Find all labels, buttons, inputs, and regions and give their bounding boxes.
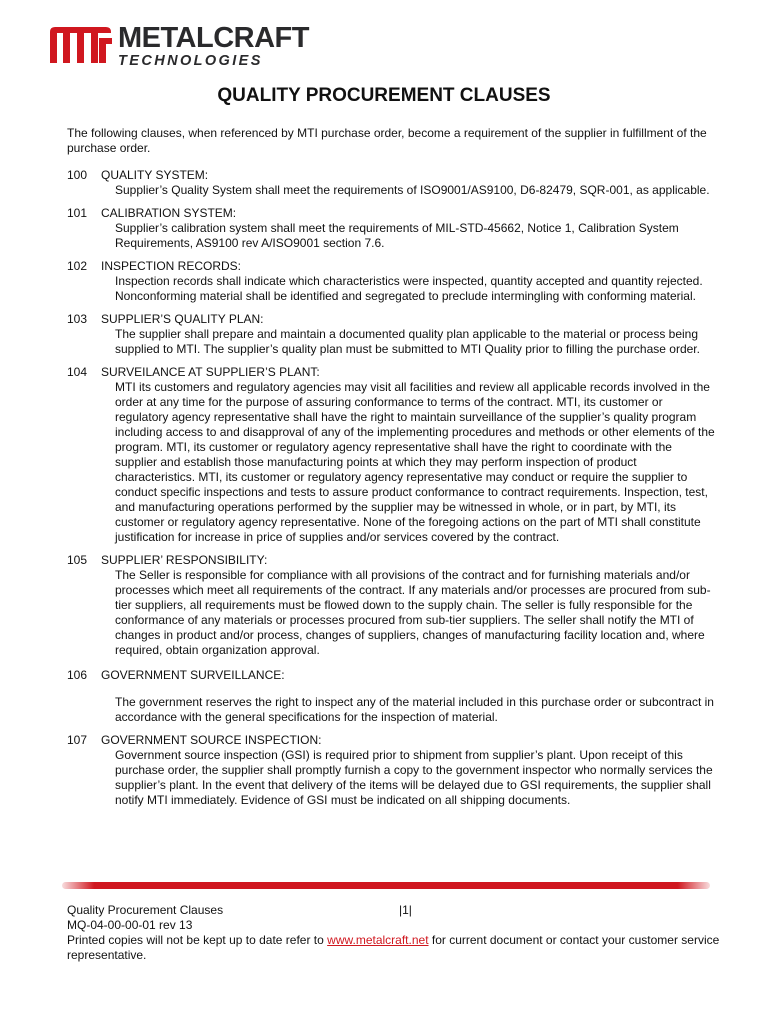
clause-heading: GOVERNMENT SOURCE INSPECTION: xyxy=(101,733,322,747)
page-footer xyxy=(67,903,727,963)
clause-heading: SURVEILANCE AT SUPPLIER’S PLANT: xyxy=(101,365,320,379)
footer-notice-start: Printed copies will not be kept up to date refer to xyxy=(67,933,328,947)
clause-body: The Seller is responsible for compliance with all provisions of the contract and for furnishing materials and/or processes which meet all requirements of the contract. If any materials and/or processes are procured from sub-tier suppliers, all requirements must be flowed down to the supply chain. The seller is fully responsible for the conformance of any materials or processes procured from sub-tier suppliers. The seller shall notify the MTI of changes in product and/or process, changes of suppliers, changes of manufacturing facility location and, where required, obtain organization approval. xyxy=(115,568,711,657)
clause-heading: INSPECTION RECORDS: xyxy=(101,259,242,273)
clause-number: 104 xyxy=(67,365,88,379)
footer-notice xyxy=(67,933,727,963)
footer-doc-name: Quality Procurement Clauses xyxy=(67,903,224,917)
clause-103 xyxy=(67,312,717,357)
document-title: QUALITY PROCUREMENT CLAUSES xyxy=(217,85,551,106)
company-logo xyxy=(48,24,309,70)
clause-104 xyxy=(67,365,717,545)
page-number: |1| xyxy=(399,903,412,917)
clause-106 xyxy=(67,668,717,725)
clause-body: The government reserves the right to inspect any of the material included in this purchase order or subcontract in accordance with the general specifications for the inspection of material. xyxy=(115,695,714,724)
clause-102 xyxy=(67,259,717,304)
footer-doc-number: MQ-04-00-00-01 rev 13 xyxy=(67,918,193,932)
metalcraft-website-link[interactable]: www.metalcraft.net xyxy=(327,933,429,947)
clause-body: MTI its customers and regulatory agencies may visit all facilities and review all applicable records involved in the order at any time for the purpose of assuring conformance to terms of the contract. MTI, its customer or regulatory agency representative shall have the right to maintain surveillance of the supplier’s quality program including access to and disapproval of any of the implementing procedures and methods or other elements of the program. MTI, its customer or regulatory agency representative shall have the right to coordinate with the supplier and establish those manufacturing points at which they may perform inspection of product characteristics. MTI, its customer or regulatory agency representative may conduct or require the supplier to conduct specific inspections and tests to assure product conformance to contract requirements. Inspection, test, and manufacturing operations performed by the supplier may be witnessed in whole, or in part, by MTI, its customer or regulatory agency representative. None of the foregoing actions on the part of MTI shall constitute justification for increase in price of supplies and/or services covered by the contract. xyxy=(115,380,715,544)
clause-body: Supplier’s Quality System shall meet the requirements of ISO9001/AS9100, D6-82479, SQR-001, as applicable. xyxy=(115,183,710,197)
clause-body: Government source inspection (GSI) is required prior to shipment from supplier’s plant. Upon receipt of this purchase order, the supplier shall promptly furnish a copy to the government inspector who normally services the supplier’s plant. In the event that delivery of the items will be delayed due to GSI requirements, the supplier shall notify MTI immediately. Evidence of GSI must be indicated on all shipping documents. xyxy=(115,748,713,807)
clause-100 xyxy=(67,168,717,198)
clause-105 xyxy=(67,553,717,658)
clause-number: 106 xyxy=(67,668,88,682)
clause-number: 105 xyxy=(67,553,88,567)
intro-paragraph: The following clauses, when referenced by MTI purchase order, become a requirement of the supplier in fulfillment of the purchase order. xyxy=(67,126,707,155)
footer-notice-end: for current document or contact your customer service representative. xyxy=(67,933,720,962)
clause-number: 102 xyxy=(67,259,88,273)
clause-body: Inspection records shall indicate which characteristics were inspected, quantity accepted and quantity rejected. Nonconforming material shall be identified and segregated to preclude intermingling with conforming material. xyxy=(115,274,703,303)
clause-107 xyxy=(67,733,717,808)
clause-body: The supplier shall prepare and maintain a documented quality plan applicable to the material or process being supplied to MTI. The supplier’s quality plan must be submitted to MTI Quality prior to filling the purchase order. xyxy=(115,327,700,356)
clause-number: 103 xyxy=(67,312,88,326)
clause-heading: SUPPLIER’ RESPONSIBILITY: xyxy=(101,553,268,567)
clause-number: 100 xyxy=(67,168,88,182)
clause-heading: QUALITY SYSTEM: xyxy=(101,168,209,182)
clause-heading: CALIBRATION SYSTEM: xyxy=(101,206,237,220)
logo-wordmark: METALCRAFT xyxy=(118,22,309,54)
logo-subtitle: TECHNOLOGIES xyxy=(118,53,263,69)
clause-101 xyxy=(67,206,717,251)
clause-number: 101 xyxy=(67,206,88,220)
clause-heading: GOVERNMENT SURVEILLANCE: xyxy=(101,668,285,682)
footer-divider xyxy=(62,881,710,890)
metalcraft-logo-mark-icon xyxy=(48,24,114,64)
clause-body: Supplier’s calibration system shall meet the requirements of MIL-STD-45662, Notice 1, Calibration System Requirements, AS9100 rev A/ISO9001 section 7.6. xyxy=(115,221,679,250)
clause-heading: SUPPLIER’S QUALITY PLAN: xyxy=(101,312,264,326)
clause-number: 107 xyxy=(67,733,88,747)
clause-list xyxy=(67,168,717,816)
